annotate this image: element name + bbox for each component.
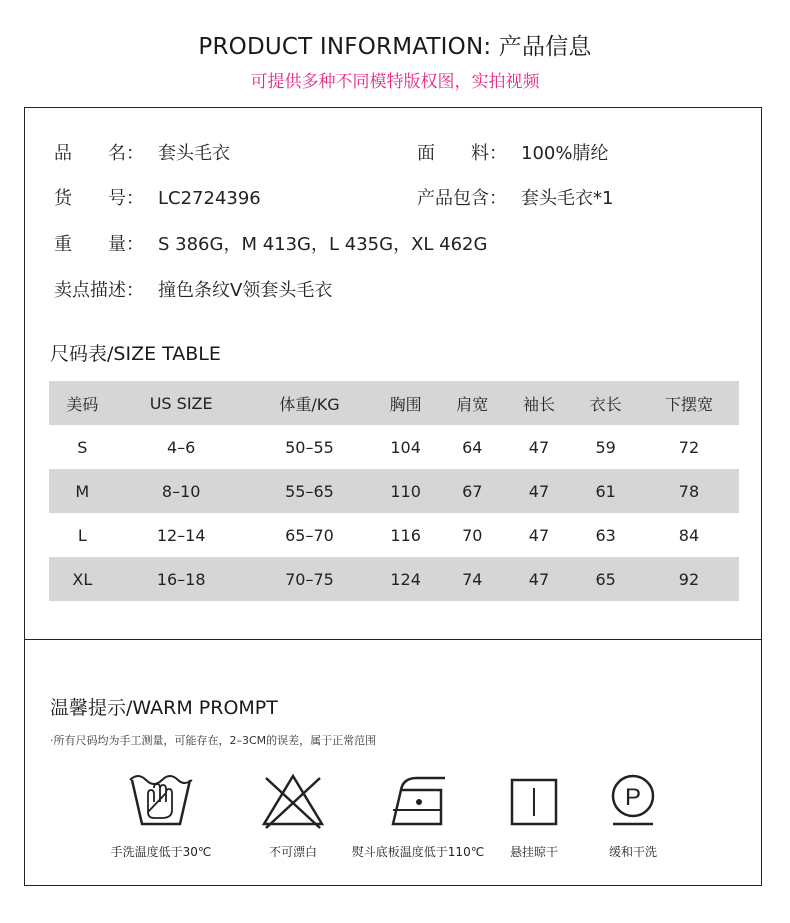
care-label: 手洗温度低于30℃ [110,845,212,859]
size-cell: M [49,469,116,513]
size-cell: 47 [506,469,573,513]
size-cell: 74 [439,557,506,601]
care-item-no-bleach [223,768,363,859]
size-cell: 116 [390,525,421,545]
size-cell: 47 [528,525,550,545]
size-cell: 61 [572,469,639,513]
size-cell: 65 [572,557,639,601]
size-cell: 59 [595,437,616,457]
hang-dry-icon [499,768,569,834]
svg-text:P: P [624,784,642,811]
size-header-cell: 胸围 [372,381,439,425]
size-cell: 110 [372,469,439,513]
info-material-value: 100%腈纶 [521,143,609,164]
size-header-cell: 美码 [49,381,116,425]
care-item-dry-clean [563,768,703,859]
page-subtitle: 可提供多种不同模特版权图，实拍视频 [250,72,540,92]
hand-wash-icon [126,768,196,834]
info-sku [54,184,261,210]
size-cell: 8–10 [116,469,247,513]
size-cell: 70–75 [247,557,373,601]
care-item-hand-wash [91,768,231,859]
size-cell: 124 [372,557,439,601]
size-table-row [49,469,739,513]
info-weight-value: S 386G，M 413G，L 435G，XL 462G [158,234,488,255]
size-header-cell: 下摆宽 [639,381,739,425]
size-table-row [49,557,739,601]
info-name [54,139,230,165]
info-material [417,139,608,165]
size-cell: 70 [462,525,483,545]
care-label: 悬挂晾干 [509,845,558,859]
iron-icon [383,768,453,834]
size-cell: 16–18 [116,557,247,601]
size-table-header-row [49,381,739,425]
size-cell: XL [49,557,116,601]
size-cell: 92 [639,557,739,601]
info-panel [24,107,762,886]
info-package [417,184,613,210]
info-desc-label: 卖点描述： [54,280,144,301]
size-cell: 65–70 [285,525,334,545]
care-label: 缓和干洗 [608,845,657,859]
size-cell: 12–14 [156,525,206,545]
size-header-cell: 肩宽 [439,381,506,425]
size-cell: 47 [528,437,550,457]
info-package-value: 套头毛衣*1 [521,188,614,209]
measurement-note: ·所有尺码均为手工测量，可能存在，2–3CM的误差，属于正常范围 [50,734,377,747]
info-name-label: 品 名： [54,143,144,164]
page-title: PRODUCT INFORMATION: 产品信息 [198,34,592,60]
info-weight-label: 重 量： [54,234,144,255]
size-header-cell: US SIZE [116,381,247,425]
size-cell: 55–65 [247,469,373,513]
size-header-cell: 袖长 [506,381,573,425]
size-cell: L [77,525,87,545]
size-cell: S [77,437,88,457]
size-cell: 63 [595,525,616,545]
size-table [49,381,739,601]
size-table-title: 尺码表/SIZE TABLE [50,343,221,365]
care-label: 不可漂白 [268,845,317,859]
no-bleach-icon [258,768,328,834]
size-cell: 78 [639,469,739,513]
size-table-row [49,513,739,557]
size-table-row [49,425,739,469]
section-divider [25,639,761,640]
size-cell: 67 [439,469,506,513]
size-cell: 64 [462,437,483,457]
size-cell: 4–6 [167,437,196,457]
info-package-label: 产品包含： [417,188,507,209]
size-cell: 50–55 [285,437,334,457]
info-sku-value: LC2724396 [158,188,261,209]
care-label: 熨斗底板温度低于110℃ [351,845,485,859]
size-header-cell: 体重/KG [247,381,373,425]
info-sku-label: 货 号： [54,188,144,209]
dry-clean-icon [598,768,668,834]
info-material-label: 面 料： [417,143,507,164]
size-cell: 84 [678,525,700,545]
size-cell: 47 [506,557,573,601]
size-cell: 72 [678,437,700,457]
info-name-value: 套头毛衣 [158,143,230,164]
info-desc-value: 撞色条纹V领套头毛衣 [158,280,333,301]
size-header-cell: 衣长 [572,381,639,425]
size-cell: 104 [390,437,421,457]
info-weight [54,230,487,256]
warm-prompt-title: 温馨提示/WARM PROMPT [50,697,278,719]
info-desc [54,276,332,302]
